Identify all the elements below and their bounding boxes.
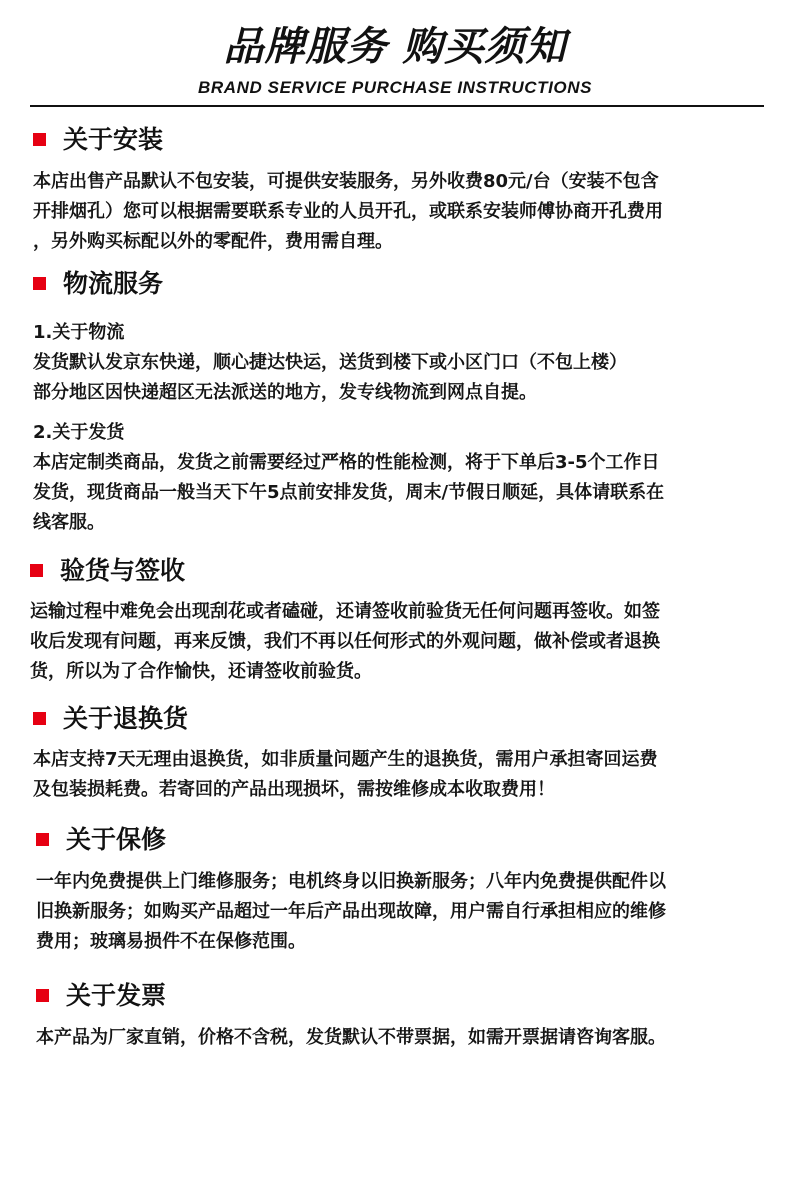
body-line: 开排烟孔）您可以根据需要联系专业的人员开孔，或联系安装师傅协商开孔费用	[33, 201, 663, 222]
body-line: 发货默认发京东快递，顺心捷达快运，送货到楼下或小区门口（不包上楼）	[33, 352, 627, 373]
section-body	[36, 1023, 666, 1053]
body-line: 本产品为厂家直销，价格不含税，发货默认不带票据，如需开票据请咨询客服。	[36, 1027, 666, 1048]
square-bullet-icon	[33, 133, 46, 146]
square-bullet-icon	[30, 564, 43, 577]
subsection-title: 2.关于发货	[33, 422, 125, 443]
body-line: 本店定制类商品，发货之前需要经过严格的性能检测，将于下单后3-5个工作日	[33, 452, 660, 473]
body-line: ，另外购买标配以外的零配件，费用需自理。	[33, 231, 393, 252]
body-line: 本店出售产品默认不包安装，可提供安装服务，另外收费80元/台（安装不包含	[33, 171, 659, 192]
body-line: 部分地区因快递超区无法派送的地方，发专线物流到网点自提。	[33, 382, 537, 403]
page-header	[0, 0, 790, 110]
section-title: 关于安装	[63, 125, 164, 154]
body-line: 收后发现有问题，再来反馈，我们不再以任何形式的外观问题，做补偿或者退换	[30, 631, 660, 652]
subsection-logistics	[33, 318, 627, 408]
section-title: 验货与签收	[60, 556, 186, 585]
subsection-shipping	[33, 418, 664, 538]
body-line: 及包装损耗费。若寄回的产品出现损坏，需按维修成本收取费用！	[33, 779, 555, 800]
body-line: 运输过程中难免会出现刮花或者磕碰，还请签收前验货无任何问题再签收。如签	[30, 601, 660, 622]
section-title: 关于退换货	[63, 704, 189, 733]
body-line: 线客服。	[33, 512, 105, 533]
header-divider	[30, 105, 764, 107]
body-line: 货，所以为了合作愉快，还请签收前验货。	[30, 661, 372, 682]
square-bullet-icon	[33, 277, 46, 290]
section-body	[30, 597, 660, 687]
section-title: 关于发票	[66, 981, 167, 1010]
square-bullet-icon	[33, 712, 46, 725]
subsection-title: 1.关于物流	[33, 322, 125, 343]
body-line: 费用；玻璃易损件不在保修范围。	[36, 931, 306, 952]
body-line: 本店支持7天无理由退换货，如非质量问题产生的退换货，需用户承担寄回运费	[33, 749, 658, 770]
section-body	[33, 167, 663, 257]
section-body	[36, 867, 666, 957]
section-title: 物流服务	[63, 269, 164, 298]
section-body	[33, 745, 658, 805]
square-bullet-icon	[36, 833, 49, 846]
section-title: 关于保修	[66, 825, 167, 854]
body-line: 一年内免费提供上门维修服务；电机终身以旧换新服务；八年内免费提供配件以	[36, 871, 666, 892]
body-line: 发货，现货商品一般当天下午5点前安排发货，周末/节假日顺延，具体请联系在	[33, 482, 665, 503]
page-subtitle: BRAND SERVICE PURCHASE INSTRUCTIONS	[197, 78, 593, 97]
body-line: 旧换新服务；如购买产品超过一年后产品出现故障，用户需自行承担相应的维修	[36, 901, 666, 922]
square-bullet-icon	[36, 989, 49, 1002]
page-title: 品牌服务 购买须知	[223, 24, 567, 70]
